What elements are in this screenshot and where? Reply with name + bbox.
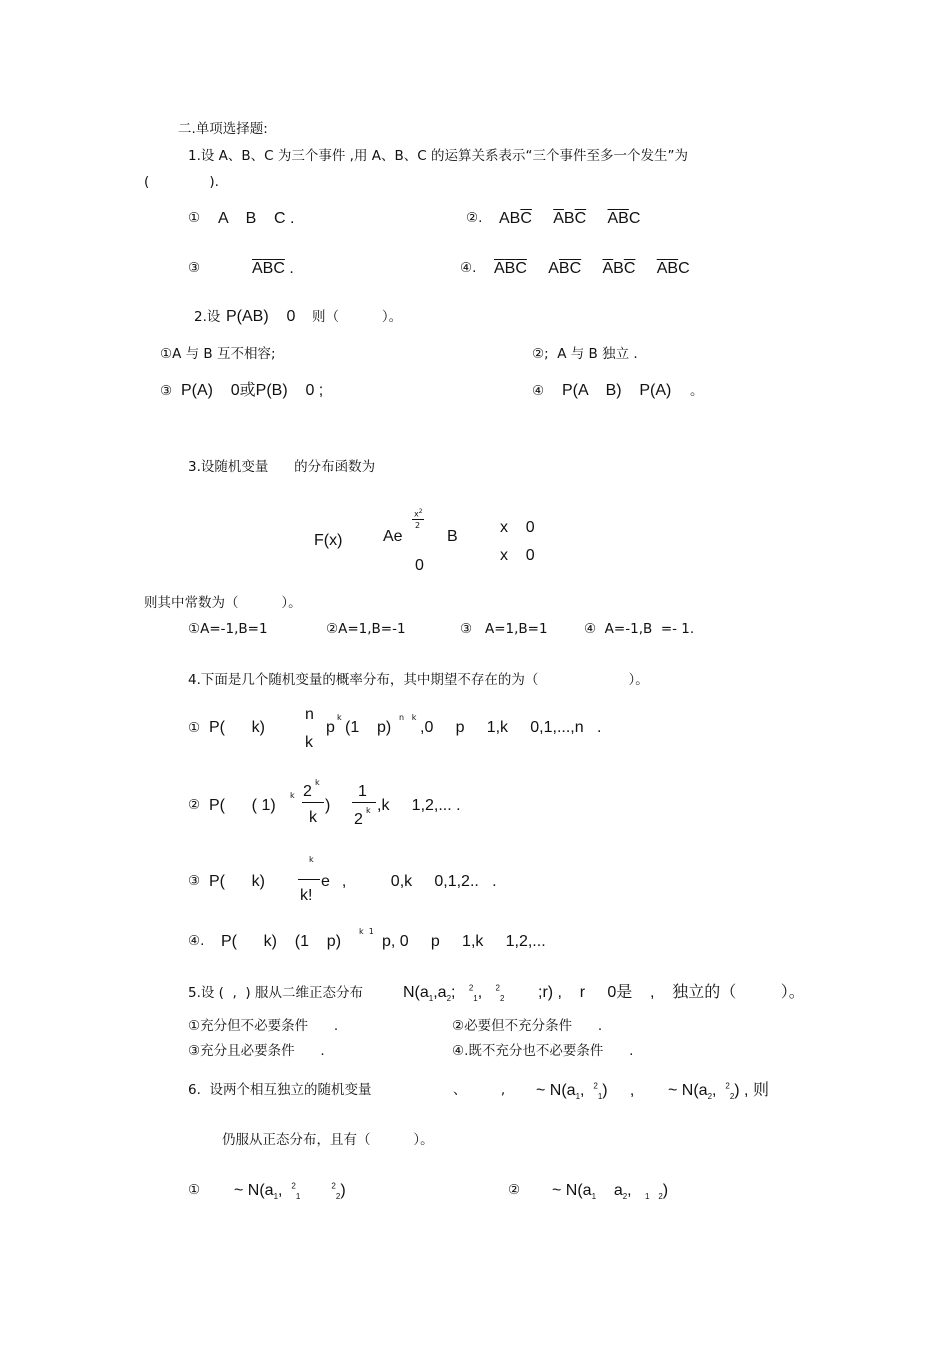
q4-option-2-two: 2 bbox=[354, 811, 363, 828]
q2-option-4-expr: P(A B) P(A) bbox=[562, 382, 672, 399]
q2-option-3-number: ③ bbox=[160, 383, 173, 399]
q1-option-2-number: ②. bbox=[466, 210, 483, 226]
q2-stem-suffix: 则（ ）。 bbox=[312, 309, 403, 325]
q2-option-1: ①A 与 B 互不相容; bbox=[160, 346, 276, 362]
q3-stem: 3.设随机变量 的分布函数为 bbox=[188, 459, 376, 475]
q3-exponent-fraction-bar bbox=[412, 519, 424, 520]
q4-option-4-rest: p, 0 p 1,k 1,2,... bbox=[382, 933, 546, 950]
q4-option-2-number: ② bbox=[188, 797, 201, 813]
q4-option-4-lhs: P( k) (1 p) bbox=[221, 933, 342, 950]
q2-option-2: ②; A 与 B 独立 . bbox=[532, 346, 638, 362]
q1-option-1-number: ① bbox=[188, 210, 201, 226]
q3-b: B bbox=[447, 528, 458, 545]
q5-distribution: $N(a_1,a_2$; $^2_1$, $^2_2$ bbox=[403, 983, 505, 1004]
q3-condition-2: x 0 bbox=[500, 547, 535, 564]
q1-option-3-number: ③ bbox=[188, 260, 201, 276]
q4-option-2-numerator: 2 bbox=[303, 783, 312, 800]
section-title: 二.单项选择题: bbox=[178, 121, 268, 137]
q2-option-4-number: ④ bbox=[532, 383, 545, 399]
q4-option-1-mid-exponent: n k bbox=[399, 713, 417, 722]
q1-answer-paren: ( ). bbox=[144, 174, 219, 190]
q3-option-2: ②A=1,B=-1 bbox=[326, 621, 406, 637]
q4-option-3-number: ③ bbox=[188, 873, 201, 889]
q4-option-2-lhs: P( ( 1) bbox=[209, 797, 276, 814]
q3-option-3: ③ A=1,B=1 bbox=[460, 621, 548, 637]
q6-line-2: 仍服从正态分布，且有（ ）。 bbox=[222, 1132, 434, 1148]
q2-option-4-end: 。 bbox=[690, 383, 704, 399]
q5-option-2: ②必要但不充分条件 . bbox=[452, 1018, 603, 1034]
q4-option-2-numerator-exponent: k bbox=[315, 778, 320, 787]
q4-option-2-two-exponent: k bbox=[366, 806, 371, 815]
q4-option-3-numerator: k bbox=[309, 855, 314, 864]
q4-option-1-binom-k: k bbox=[305, 734, 313, 751]
q4-option-3-lhs: P( k) bbox=[209, 873, 265, 890]
q1-stem: 1.设 A、B、C 为三个事件 ,用 A、B、C 的运算关系表示“三个事件至多一个发生”为 bbox=[188, 148, 688, 164]
q4-option-2-exponent: k bbox=[290, 791, 295, 800]
q5-option-1: ①充分但不必要条件 . bbox=[188, 1018, 339, 1034]
q4-option-3-denominator: k! bbox=[300, 887, 313, 904]
q6-distribution-1: ~ $N(a_1$, $^2_1$) , bbox=[536, 1081, 635, 1102]
q4-option-2-fraction-bar-1 bbox=[302, 802, 324, 803]
q4-option-3-fraction-bar bbox=[298, 879, 320, 880]
q6-stem: 6. 设两个相互独立的随机变量 、 , bbox=[188, 1082, 506, 1098]
q6-option-2-number: ② bbox=[508, 1182, 521, 1198]
q1-option-2-expr: $AB\overline{C}$ $\overline{A}B\overline{C}$ $\overline{A}\overline{B}C$ bbox=[499, 210, 641, 227]
q4-option-2-one: 1 bbox=[358, 783, 367, 800]
q4-option-1-number: ① bbox=[188, 720, 201, 736]
q4-option-2-close: ) bbox=[325, 797, 331, 814]
q4-option-1-p: p bbox=[326, 719, 335, 736]
q4-option-1-lhs: P( k) bbox=[209, 719, 265, 736]
q3-condition-1: x 0 bbox=[500, 519, 535, 536]
q6-option-1-number: ① bbox=[188, 1182, 201, 1198]
q2-stem-prefix: 2.设 bbox=[194, 309, 221, 325]
q2-stem-expr: P(AB) 0 bbox=[226, 308, 296, 325]
q4-option-3-e: e bbox=[321, 873, 330, 890]
q3-exponent-numerator: $x^2$ bbox=[414, 508, 423, 519]
q5-stem-prefix: 5.设 ( , ) 服从二维正态分布 bbox=[188, 985, 363, 1001]
q4-option-4-exponent: k 1 bbox=[359, 927, 374, 936]
q1-option-3-expr: $\overline{A}\overline{B}\overline{C}$ . bbox=[252, 260, 294, 277]
q4-option-2-fraction-bar-2 bbox=[352, 802, 376, 803]
q6-option-1-expr: ~ $N(a_1$, $^2_1$ $^2_2$) bbox=[234, 1181, 346, 1202]
q4-option-3-rest: , 0,k 0,1,2.. . bbox=[333, 873, 497, 890]
q3-option-4: ④ A=-1,B =- 1. bbox=[584, 621, 695, 637]
q4-option-1-rest: ,0 p 1,k 0,1,...,n . bbox=[420, 719, 602, 736]
q3-fx: F(x) bbox=[314, 532, 343, 549]
q4-option-1-mid: (1 p) bbox=[345, 719, 392, 736]
q1-option-1-expr: A B C . bbox=[218, 210, 295, 227]
q3-ae: Ae bbox=[383, 528, 403, 545]
q6-option-2-expr: ~ $N(a_1$ $a_2$, $_1$ $_2$) bbox=[552, 1182, 669, 1202]
q3-option-1: ①A=-1,B=1 bbox=[188, 621, 268, 637]
q5-option-3: ③充分且必要条件 . bbox=[188, 1043, 325, 1059]
q4-option-4-number: ④. bbox=[188, 933, 205, 949]
q4-option-1-binom-n: n bbox=[305, 706, 314, 723]
q4-option-1-p-exponent: k bbox=[337, 713, 342, 722]
q2-option-3-expr: P(A) 0或P(B) 0 ; bbox=[181, 382, 324, 399]
q6-distribution-2: ~ $N(a_2$, $^2_2$) , 则 bbox=[668, 1081, 769, 1102]
q3-ask: 则其中常数为（ ）。 bbox=[144, 595, 302, 611]
q4-option-2-rest: ,k 1,2,... . bbox=[377, 797, 461, 814]
q3-exponent-denominator: 2 bbox=[415, 521, 421, 530]
q1-option-4-expr: $\overline{A}\overline{B}\overline{C}$ $A\overline{B}\overline{C}$ $\overline{A}B\overline{C}$ $\overline{A}\overline{B}C$ bbox=[494, 260, 690, 277]
q4-stem: 4.下面是几个随机变量的概率分布，其中期望不存在的为（ ）。 bbox=[188, 672, 649, 688]
q5-option-4: ④.既不充分也不必要条件 . bbox=[452, 1043, 634, 1059]
q5-stem-suffix: ;r) , r 0是 , 独立的（ ）。 bbox=[538, 984, 805, 1001]
q3-zero: 0 bbox=[415, 557, 424, 574]
q4-option-2-denominator: k bbox=[309, 809, 317, 826]
q1-option-4-number: ④. bbox=[460, 260, 477, 276]
